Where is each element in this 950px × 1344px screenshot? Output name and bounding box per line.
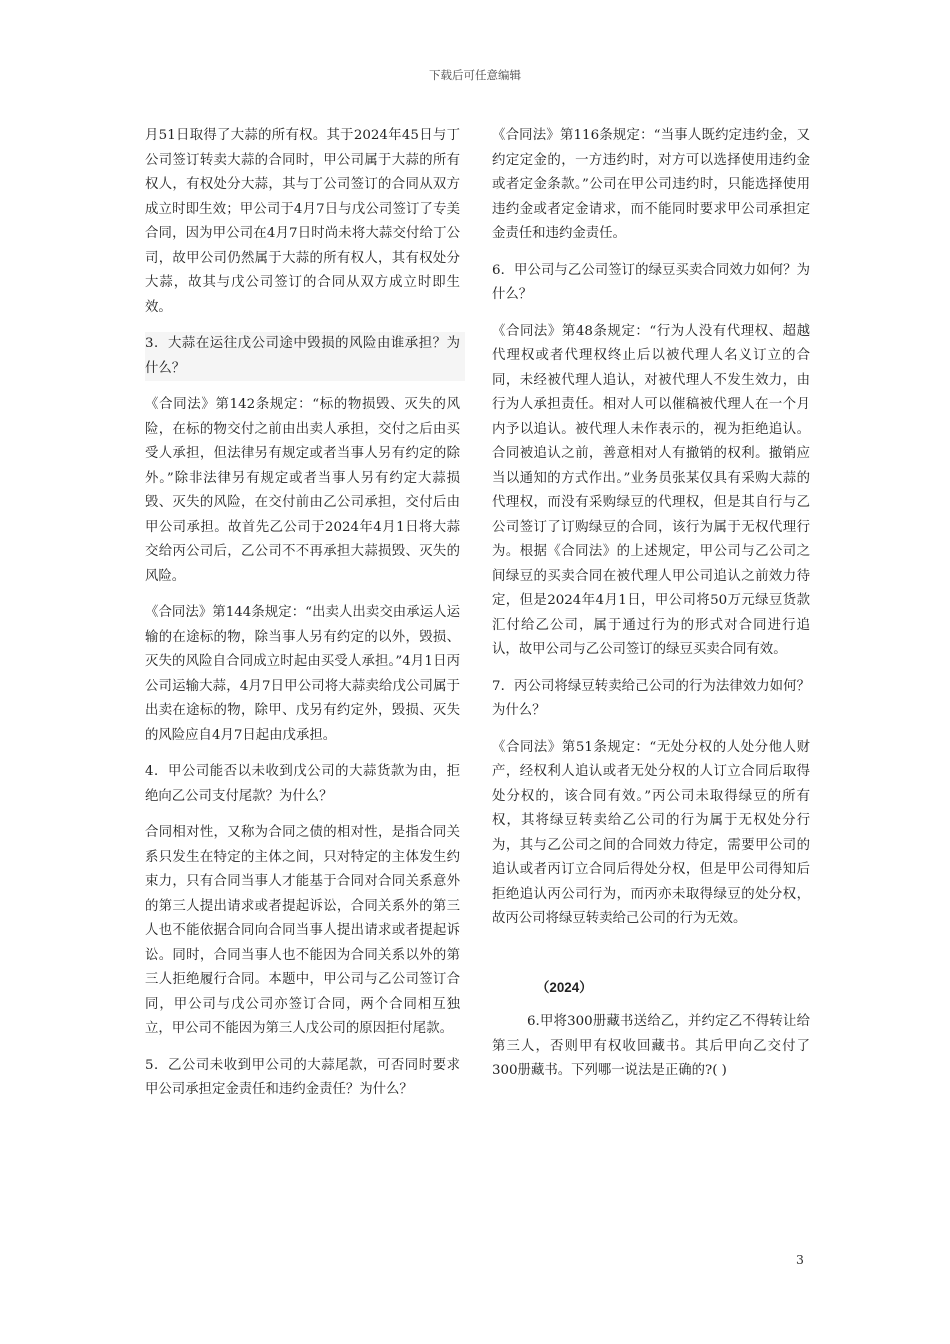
- year-label: （2024）: [536, 979, 593, 995]
- question-4: 4．甲公司能否以未收到戊公司的大蒜货款为由，拒绝向乙公司支付尾款？为什么？: [145, 764, 460, 804]
- question-3: 3．大蒜在运往戊公司途中毁损的风险由谁承担？为什么？: [145, 332, 465, 381]
- question-6: 6．甲公司与乙公司签订的绿豆买卖合同效力如何？为什么？: [492, 262, 810, 302]
- answer-paragraph: 《合同法》第48条规定：“行为人没有代理权、超越代理权或者代理权终止后以被代理人名义订立的合同，未经被代理人追认，对被代理人不发生效力，由行为人承担责任。相对人可以催稿被代理人在一个月内予以追认。被代理人未作表示的，视为拒绝追认。合同被追认之前，善意相对人有撤销的权利。撤销应当以通知的方式作出。”业务员张某仅具有采购大蒜的代理权，而没有采购绿豆的代理权，但是其自行与乙公司签订了订购绿豆的合同，该行为属于无权代理行为。根据《合同法》的上述规定，甲公司与乙公司之间绿豆的买卖合同在被代理人甲公司追认之前效力待定，但是2024年4月1日，甲公司将50万元绿豆货款汇付给乙公司，属于通过行为的形式对合同进行追认，故甲公司与乙公司签订的绿豆买卖合同有效。: [492, 323, 810, 657]
- answer-paragraph: 《合同法》第51条规定：“无处分权的人处分他人财产，经权利人追认或者无处分权的人订立合同后取得处分权的，该合同有效。”丙公司未取得绿豆的所有权，其将绿豆转卖给乙公司的行为属于无权处分行为，其与乙公司之间的合同效力待定，需要甲公司的追认或者丙订立合同后得处分权，但是甲公司得知后拒绝追认丙公司行为，而丙亦未取得绿豆的处分权，故丙公司将绿豆转卖给己公司的行为无效。: [492, 739, 810, 926]
- answer-paragraph: 《合同法》第144条规定：“出卖人出卖交由承运人运输的在途标的物，除当事人另有约定的以外，毁损、灭失的风险自合同成立时起由买受人承担。”4月1日丙公司运输大蒜，4月7日甲公司将大蒜卖给戊公司属于出卖在途标的物，除甲、戊另有约定外，毁损、灭失的风险应自4月7日起由戊承担。: [145, 605, 460, 743]
- answer-paragraph: 《合同法》第116条规定：“当事人既约定违约金，又约定定金的，一方违约时，对方可以选择使用违约金或者定金条款。”公司在甲公司违约时，只能选择使用违约金或者定金请求，而不能同时要求甲公司承担定金责任和违约金责任。: [492, 128, 810, 241]
- exam-question-6: 6.甲将300册藏书送给乙，并约定乙不得转让给第三人，否则甲有权收回藏书。其后甲向乙交付了300册藏书。下列哪一说法是正确的?( ): [492, 1014, 810, 1078]
- page-number: 3: [796, 1252, 804, 1267]
- answer-paragraph: 《合同法》第142条规定：“标的物损毁、灭失的风险，在标的物交付之前由出卖人承担，交付之后由买受人承担，但法律另有规定或者当事人另有约定的除外。”除非法律另有规定或者当事人另有约定大蒜损毁、灭失的风险，在交付前由乙公司承担，交付后由甲公司承担。故首先乙公司于2024年4月1日将大蒜交给丙公司后，乙公司不不再承担大蒜损毁、灭失的风险。: [145, 397, 460, 584]
- answer-paragraph: 月51日取得了大蒜的所有权。其于2024年45日与丁公司签订转卖大蒜的合同时，甲公司属于大蒜的所有权人，有权处分大蒜，其与丁公司签订的合同从双方成立时即生效；甲公司于4月7日与戊公司签订了专美合同，因为甲公司在4月7日时尚未将大蒜交付给丁公司，故甲公司仍然属于大蒜的所有权人，其有权处分大蒜，故其与戊公司签订的合同从双方成立时即生效。: [145, 128, 460, 315]
- question-5: 5．乙公司未收到甲公司的大蒜尾款，可否同时要求甲公司承担定金责任和违约金责任？为什么？: [145, 1057, 460, 1097]
- answer-paragraph: 合同相对性，又称为合同之债的相对性，是指合同关系只发生在特定的主体之间，只对特定的主体发生约束力，只有合同当事人才能基于合同对合同关系意外的第三人提出请求或者提起诉讼，合同关系外的第三人也不能依据合同向合同当事人提出请求或者提起诉讼。同时，合同当事人也不能因为合同关系以外的第三人拒绝履行合同。本题中，甲公司与乙公司签订合同，甲公司与戊公司亦签订合同，两个合同相互独立，甲公司不能因为第三人戊公司的原因拒付尾款。: [145, 825, 460, 1036]
- right-column: [492, 124, 810, 1096]
- left-column: [145, 124, 460, 1115]
- question-7: 7．丙公司将绿豆转卖给己公司的行为法律效力如何？为什么？: [492, 678, 810, 718]
- page-header: 下载后可任意编辑: [429, 68, 521, 82]
